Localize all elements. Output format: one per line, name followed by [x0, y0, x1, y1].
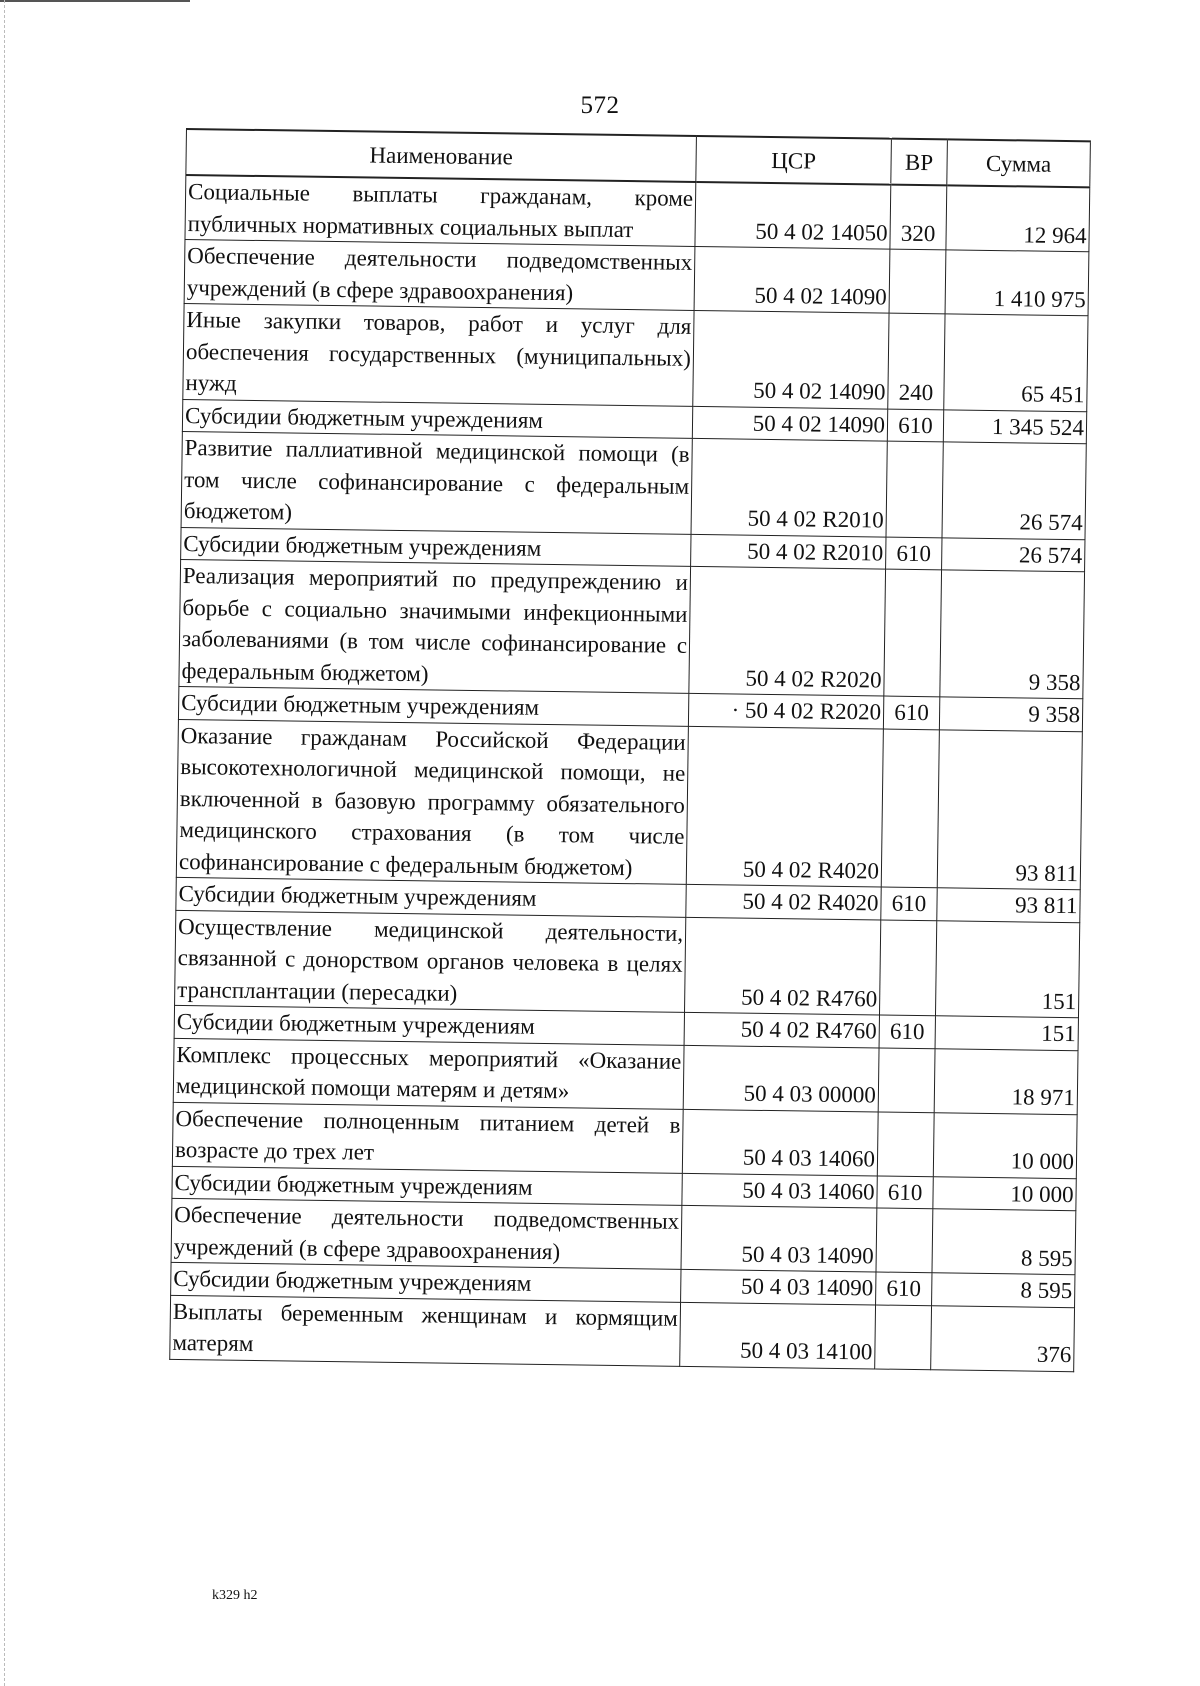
- cell-sum: 93 811: [937, 729, 1082, 889]
- table-row: [172, 1102, 1077, 1178]
- cell-vr: [875, 1304, 932, 1369]
- cell-sum: 10 000: [933, 1112, 1077, 1178]
- cell-vr: 610: [887, 409, 943, 442]
- cell-csr: 50 4 02 R2010: [691, 534, 886, 569]
- cell-name: Иные закупки товаров, работ и услуг для обеспечения государственных (муниципальных) нужд: [183, 303, 694, 405]
- cell-name: Оказание гражданам Российской Федерации высокотехнологичной медицинской помощи, не включенной в базовую программу обязательного медицинского страхования (в том числе софинансирование с федеральным бюджетом): [176, 719, 688, 884]
- table-row: [175, 910, 1080, 1018]
- budget-table: [169, 128, 1091, 1372]
- cell-csr: 50 4 02 R4760: [684, 1012, 879, 1047]
- cell-vr: 610: [879, 1015, 935, 1048]
- cell-sum: 93 811: [937, 888, 1080, 922]
- table-row: [179, 559, 1085, 698]
- page-number: 572: [580, 92, 620, 119]
- cell-sum: 12 964: [946, 185, 1090, 251]
- budget-table-container: [169, 128, 1090, 1372]
- cell-name: Субсидии бюджетным учреждениям: [181, 527, 691, 566]
- cell-sum: 1 410 975: [945, 250, 1089, 316]
- cell-name: Субсидии бюджетным учреждениям: [172, 1166, 682, 1205]
- cell-name: Развитие паллиативной медицинской помощи (в том числе софинансирование с федеральным бюджетом): [181, 431, 692, 533]
- cell-vr: 240: [888, 313, 945, 409]
- scan-edge-left: [4, 0, 6, 1686]
- cell-vr: [878, 1048, 935, 1113]
- cell-sum: 8 595: [932, 1209, 1076, 1275]
- cell-vr: [881, 729, 939, 888]
- cell-sum: 10 000: [933, 1176, 1076, 1210]
- cell-name: Реализация мероприятий по предупреждению и борьбе с социально значимыми инфекционными заболеваниями (в том числе софинансирование с федеральным бюджетом): [179, 559, 691, 693]
- cell-csr: 50 4 03 14060: [682, 1109, 878, 1176]
- table-body: [170, 175, 1090, 1371]
- cell-sum: 376: [931, 1305, 1075, 1371]
- cell-name: Субсидии бюджетным учреждениям: [182, 399, 692, 438]
- cell-csr: 50 4 02 R2020: [689, 566, 886, 696]
- table-row: [170, 1295, 1075, 1371]
- cell-csr: 50 4 03 14090: [681, 1205, 877, 1272]
- cell-name: Осуществление медицинской деятельности, связанной с донорством органов человека в целях трансплантации (пересадки): [175, 910, 686, 1012]
- cell-csr: 50 4 02 14090: [694, 246, 890, 313]
- table-row: [185, 175, 1090, 252]
- table-row: [181, 431, 1086, 539]
- cell-sum: 26 574: [942, 442, 1086, 539]
- cell-vr: 610: [876, 1272, 932, 1305]
- cell-sum: 9 358: [939, 697, 1082, 731]
- cell-name: Социальные выплаты гражданам, кроме публичных нормативных социальных выплат: [185, 175, 696, 246]
- cell-vr: [877, 1112, 934, 1177]
- cell-name: Выплаты беременным женщинам и кормящим матерям: [170, 1295, 681, 1366]
- cell-csr: 50 4 02 R4760: [685, 917, 881, 1015]
- footer-code: k329 h2: [212, 1588, 258, 1603]
- cell-sum: 9 358: [940, 570, 1085, 699]
- cell-csr: 50 4 03 14100: [680, 1302, 876, 1369]
- cell-csr: 50 4 03 00000: [683, 1045, 879, 1112]
- cell-csr: 50 4 02 R4020: [686, 884, 881, 919]
- cell-vr: [886, 441, 943, 537]
- cell-sum: 1 345 524: [943, 409, 1086, 443]
- cell-name: Обеспечение деятельности подведомственных учреждений (в сфере здравоохранения): [171, 1198, 682, 1269]
- cell-vr: [876, 1208, 933, 1273]
- table-row: [184, 239, 1089, 315]
- scan-edge-top: [0, 0, 190, 2]
- cell-sum: 151: [935, 920, 1079, 1017]
- cell-csr: 50 4 02 14090: [693, 310, 889, 408]
- cell-sum: 65 451: [944, 314, 1088, 411]
- cell-sum: 8 595: [932, 1273, 1075, 1307]
- cell-name: Субсидии бюджетным учреждениям: [174, 1005, 684, 1044]
- cell-csr: 50 4 02 14050: [695, 182, 891, 249]
- cell-vr: [889, 249, 946, 314]
- cell-csr: 50 4 02 14090: [692, 406, 887, 441]
- cell-name: Обеспечение деятельности подведомственных учреждений (в сфере здравоохранения): [184, 239, 695, 310]
- cell-name: Субсидии бюджетным учреждениям: [178, 686, 688, 725]
- cell-vr: 610: [886, 537, 942, 570]
- cell-csr: · 50 4 02 R2020: [688, 693, 883, 728]
- cell-csr: 50 4 02 R4020: [686, 726, 883, 887]
- table-row: [173, 1038, 1078, 1114]
- header-vr: ВР: [891, 139, 948, 186]
- table-row: [176, 719, 1082, 890]
- cell-csr: 50 4 02 R2010: [691, 438, 887, 536]
- header-sum: Сумма: [947, 139, 1091, 187]
- cell-csr: 50 4 03 14090: [681, 1269, 876, 1304]
- header-name: Наименование: [186, 129, 697, 182]
- header-csr: ЦСР: [696, 136, 892, 185]
- table-row: [183, 303, 1088, 411]
- cell-name: Комплекс процессных мероприятий «Оказание медицинской помощи матерям и детям»: [173, 1038, 684, 1109]
- cell-sum: 151: [935, 1016, 1078, 1050]
- cell-vr: [884, 569, 942, 697]
- cell-vr: 610: [877, 1176, 933, 1209]
- cell-vr: 610: [883, 696, 939, 729]
- cell-csr: 50 4 03 14060: [682, 1173, 877, 1208]
- cell-vr: [879, 920, 936, 1016]
- cell-vr: 320: [890, 185, 947, 250]
- cell-vr: 610: [881, 887, 937, 920]
- table-row: [171, 1198, 1076, 1274]
- cell-sum: 26 574: [942, 537, 1085, 571]
- cell-name: Субсидии бюджетным учреждениям: [176, 877, 686, 916]
- cell-name: Субсидии бюджетным учреждениям: [171, 1262, 681, 1301]
- cell-sum: 18 971: [934, 1048, 1078, 1114]
- cell-name: Обеспечение полноценным питанием детей в возрасте до трех лет: [172, 1102, 683, 1173]
